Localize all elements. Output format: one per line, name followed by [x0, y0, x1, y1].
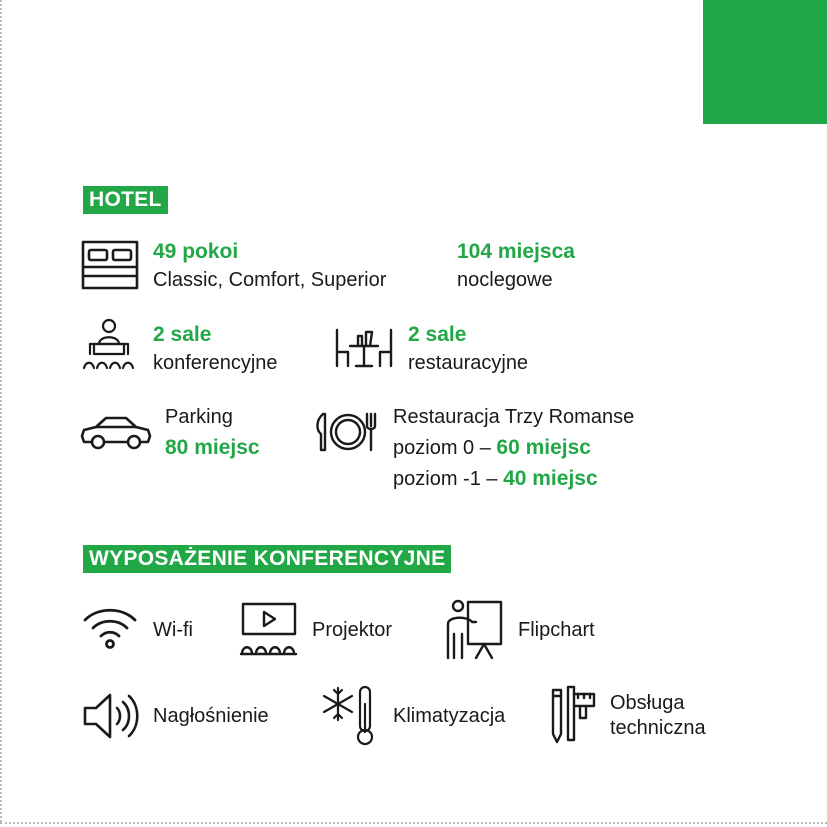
room-types: Classic, Comfort, Superior: [153, 269, 387, 291]
rooms-count: 49 pokoi: [153, 240, 239, 263]
equipment-sound: Nagłośnienie: [153, 705, 269, 727]
restaurant-level-0: [393, 435, 591, 461]
restaurant-name: Restauracja Trzy Romanse: [393, 406, 635, 428]
flipchart-icon: [442, 600, 504, 660]
frame-border-left: [0, 0, 2, 822]
hotel-heading: HOTEL: [83, 186, 168, 214]
equipment-heading: WYPOSAŻENIE KONFERENCYJNE: [83, 545, 451, 573]
equipment-wifi: Wi-fi: [153, 619, 193, 641]
parking-label: Parking: [165, 406, 233, 428]
parking-count: 80 miejsc: [165, 436, 260, 459]
corner-accent-block: [703, 0, 827, 124]
conference-rooms-count: 2 sale: [153, 323, 212, 346]
equipment-tech-support-line-1: Obsługa: [610, 692, 685, 714]
plate-cutlery-icon: [315, 412, 379, 452]
bed-icon: [80, 240, 140, 292]
beds-count: 104 miejsca: [457, 240, 575, 263]
frame-border-bottom: [0, 822, 827, 824]
restaurant-rooms-count: 2 sale: [408, 323, 467, 346]
level-0-count: 60 miejsc: [496, 436, 591, 459]
car-icon: [80, 414, 152, 450]
snowflake-thermometer-icon: [322, 684, 380, 746]
restaurant-rooms-label: restauracyjne: [408, 352, 529, 374]
equipment-flipchart: Flipchart: [518, 619, 595, 641]
conference-rooms-label: konferencyjne: [153, 352, 278, 374]
speaker-icon: [82, 692, 138, 740]
beds-label: noclegowe: [457, 269, 553, 291]
level-1-count: 40 miejsc: [503, 467, 598, 490]
level-1-label: poziom -1 –: [393, 468, 498, 490]
equipment-air-conditioning: Klimatyzacja: [393, 705, 506, 727]
restaurant-table-icon: [334, 326, 394, 368]
wifi-icon: [82, 604, 138, 650]
conference-speaker-icon: [80, 318, 138, 374]
restaurant-level-1: [393, 466, 598, 492]
projector-icon: [240, 602, 298, 656]
equipment-tech-support-line-2: techniczna: [610, 717, 706, 739]
equipment-projector: Projektor: [312, 619, 393, 641]
tools-icon: [550, 684, 598, 744]
level-0-label: poziom 0 –: [393, 437, 491, 459]
